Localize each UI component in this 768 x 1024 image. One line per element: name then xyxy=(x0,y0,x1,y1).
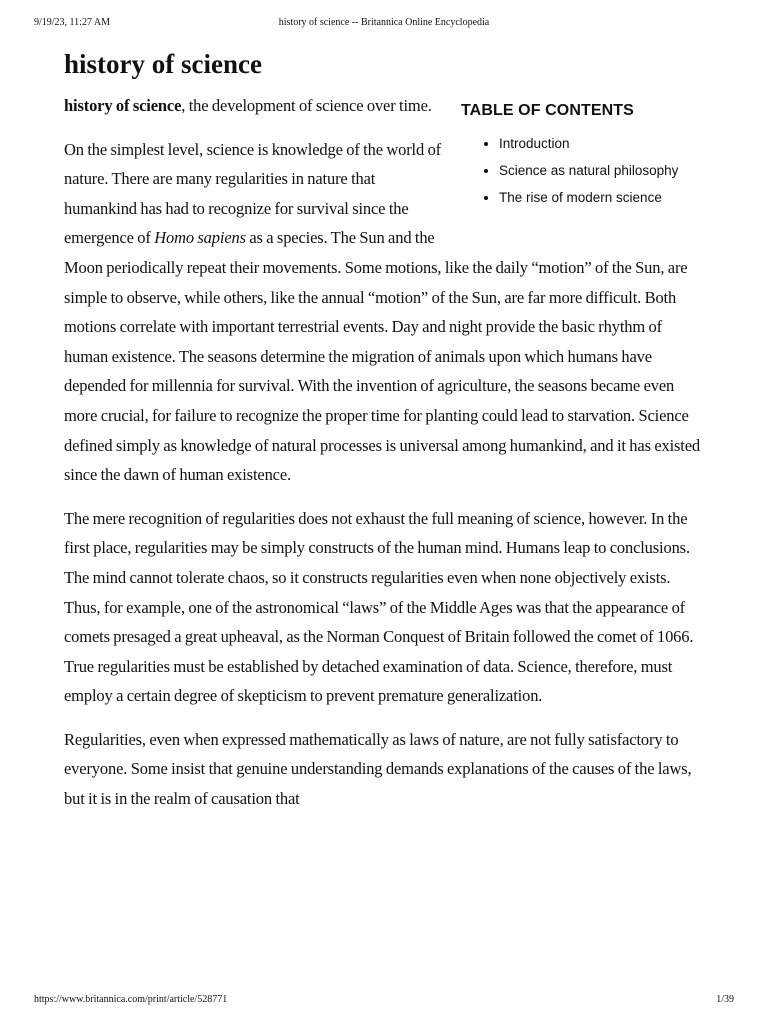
toc-item-introduction[interactable]: • Introduction xyxy=(499,136,709,152)
species-name: Homo sapiens xyxy=(154,228,246,248)
toc-list xyxy=(461,136,709,206)
paragraph-1-end: as a species. The Sun and the Moon periodically repeat their movements. Some motions, like the daily “motion” of the Sun, are simple to observe, while others, like the annual “motion” of the Sun, are far more difficult. Both motions correlate with important terrestrial events. Day and night provide the basic rhythm of human existence. The seasons determine the migration of animals upon which humans have depended for millennia for survival. With the invention of agriculture, the seasons became even more crucial, for failure to recognize the proper time for planting could lead to starvation. Science defined simply as knowledge of natural processes is universal among humankind, and it has existed since the dawn of human existence. xyxy=(64,228,701,485)
intro-term: history of science xyxy=(64,96,182,115)
toc-item-modern-science[interactable]: • The rise of modern science xyxy=(499,190,709,206)
print-page-title: history of science -- Britannica Online Encyclopedia xyxy=(278,17,490,28)
paragraph-3: Regularities, even when expressed mathematically as laws of nature, are not fully satisfactory to everyone. Some insist that genuine understanding demands explanations of the causes of the laws, but it is in the realm of causation that xyxy=(64,729,692,809)
article-content xyxy=(64,42,709,980)
print-url[interactable]: https://www.britannica.com/print/article/528771 xyxy=(34,994,228,1005)
print-page-number: 1/39 xyxy=(716,994,734,1005)
toc-heading: TABLE OF CONTENTS xyxy=(461,102,634,119)
print-footer xyxy=(34,993,734,1007)
print-header xyxy=(34,16,734,30)
paragraph-1-start: On the simplest level, science is knowledge of the world of nature. There are many regularities in nature that humankind has had to recognize for survival since the emergence of xyxy=(64,139,442,248)
toc-item-natural-philosophy[interactable]: • Science as natural philosophy xyxy=(499,163,709,179)
paragraph-2: The mere recognition of regularities does not exhaust the full meaning of science, however. In the first place, regularities may be simply constructs of the human mind. Humans leap to conclusions. The mind cannot tolerate chaos, so it constructs regularities even when none objectively exists. Thus, for example, one of the astronomical “laws” of the Middle Ages was that the appearance of comets presaged a great upheaval, as the Norman Conquest of Britain followed the comet of 1066. True regularities must be established by detached examination of data. Science, therefore, must employ a certain degree of skepticism to prevent premature generalization. xyxy=(64,508,694,706)
table-of-contents xyxy=(461,100,709,217)
intro-text: , the development of science over time. xyxy=(181,96,432,115)
page-title: history of science xyxy=(64,49,262,79)
print-datetime: 9/19/23, 11:27 AM xyxy=(34,17,111,28)
